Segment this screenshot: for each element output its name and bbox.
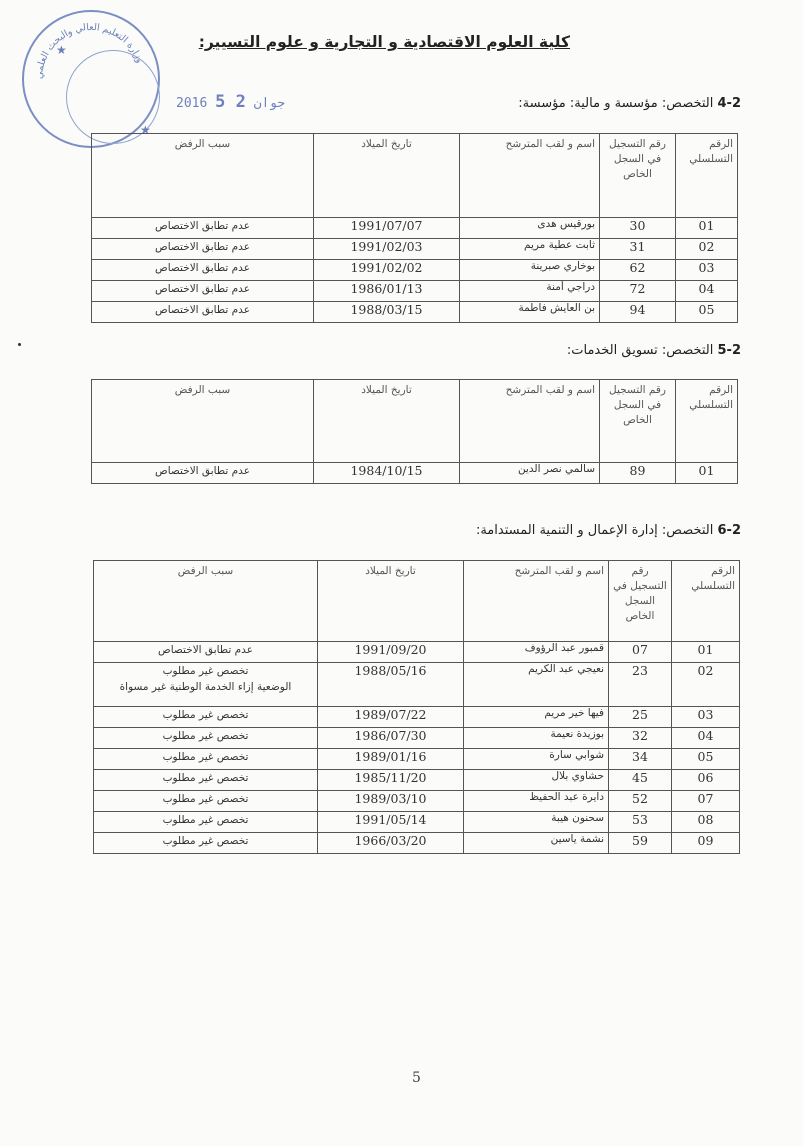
cell-serial: 09: [672, 833, 740, 854]
cell-serial: 01: [672, 642, 740, 663]
section-heading: [518, 96, 741, 111]
cell-name: بورقيس هدى: [460, 218, 600, 239]
cell-reason: تخصص غير مطلوب: [94, 770, 318, 791]
faculty-title: كلية العلوم الاقتصادية و التجارية و علوم التسيير:: [198, 33, 570, 51]
cell-name: نعيجي عبد الكريم: [464, 663, 609, 707]
table-row: [92, 239, 738, 260]
header-name: اسم و لقب المترشح: [464, 561, 609, 642]
cell-registration: 32: [609, 728, 672, 749]
cell-name: سالمي نصر الدين: [460, 463, 600, 484]
table-row: [94, 728, 740, 749]
table-row: [92, 281, 738, 302]
table-row: [94, 642, 740, 663]
date-stamp-year: 2016: [176, 96, 208, 111]
cell-birthdate: 1989/03/10: [318, 791, 464, 812]
cell-registration: 89: [600, 463, 676, 484]
table-row: [94, 749, 740, 770]
date-stamp-day: 2 5: [215, 92, 246, 112]
cell-reason: تخصص غير مطلوب: [94, 728, 318, 749]
cell-birthdate: 1991/02/03: [314, 239, 460, 260]
cell-name: سحنون هيبة: [464, 812, 609, 833]
cell-name: شوابي سارة: [464, 749, 609, 770]
cell-registration: 62: [600, 260, 676, 281]
table-row: [94, 812, 740, 833]
cell-registration: 30: [600, 218, 676, 239]
cell-reason: عدم تطابق الاختصاص: [92, 239, 314, 260]
cell-serial: 05: [672, 749, 740, 770]
table-row: [92, 218, 738, 239]
table-row: [92, 463, 738, 484]
cell-registration: 94: [600, 302, 676, 323]
cell-reason-line: تخصص غير مطلوب: [162, 665, 249, 677]
cell-serial: 03: [676, 260, 738, 281]
cell-registration: 59: [609, 833, 672, 854]
table-row: [94, 707, 740, 728]
cell-serial: 02: [672, 663, 740, 707]
header-name: اسم و لقب المترشح: [460, 134, 600, 218]
cell-name: دراجي أمنة: [460, 281, 600, 302]
header-birthdate: تاريخ الميلاد: [314, 134, 460, 218]
cell-reason: عدم تطابق الاختصاص: [94, 642, 318, 663]
cell-serial: 08: [672, 812, 740, 833]
section-heading: [567, 343, 741, 358]
cell-birthdate: 1966/03/20: [318, 833, 464, 854]
table-row: [92, 302, 738, 323]
table-header-row: [94, 561, 740, 642]
section-label: التخصص:: [661, 96, 714, 111]
header-name: اسم و لقب المترشح: [460, 380, 600, 463]
cell-name: نشمة ياسين: [464, 833, 609, 854]
cell-birthdate: 1991/07/07: [314, 218, 460, 239]
cell-serial: 01: [676, 463, 738, 484]
header-serial: الرقم التسلسلي: [672, 561, 740, 642]
cell-serial: 04: [672, 728, 740, 749]
cell-registration: 31: [600, 239, 676, 260]
page-number: 5: [412, 1070, 421, 1086]
header-reason: سبب الرفض: [92, 134, 314, 218]
cell-serial: 04: [676, 281, 738, 302]
cell-registration: 23: [609, 663, 672, 707]
stamp-star-icon: ★: [56, 43, 67, 57]
cell-reason-line: الوضعية إزاء الخدمة الوطنية غير مسواة: [119, 681, 292, 693]
header-serial: الرقم التسلسلي: [676, 380, 738, 463]
cell-serial: 01: [676, 218, 738, 239]
section-specialty: مؤسسة و مالية: مؤسسة:: [518, 96, 658, 111]
cell-birthdate: 1991/05/14: [318, 812, 464, 833]
cell-reason: عدم تطابق الاختصاص: [92, 281, 314, 302]
cell-name: حشاوي بلال: [464, 770, 609, 791]
cell-reason: عدم تطابق الاختصاص: [92, 463, 314, 484]
cell-registration: 07: [609, 642, 672, 663]
table-header-row: [92, 134, 738, 218]
table-row: [94, 833, 740, 854]
section-heading: [476, 523, 741, 538]
cell-name: بوزيدة نعيمة: [464, 728, 609, 749]
cell-birthdate: 1991/09/20: [318, 642, 464, 663]
cell-name: فيها خير مريم: [464, 707, 609, 728]
cell-birthdate: 1989/07/22: [318, 707, 464, 728]
cell-birthdate: 1989/01/16: [318, 749, 464, 770]
cell-registration: 34: [609, 749, 672, 770]
date-stamp-month: جوان: [253, 96, 286, 111]
section-specialty: إدارة الإعمال و التنمية المستدامة:: [475, 523, 658, 538]
cell-registration: 45: [609, 770, 672, 791]
cell-name: دايرة عبد الحفيظ: [464, 791, 609, 812]
stamp-star-icon: ★: [140, 123, 151, 137]
table-row: [92, 260, 738, 281]
candidates-table: [93, 560, 740, 854]
cell-name: ثابت عطية مريم: [460, 239, 600, 260]
cell-registration: 72: [600, 281, 676, 302]
cell-reason: تخصص غير مطلوب: [94, 833, 318, 854]
table-row: [94, 770, 740, 791]
cell-serial: 05: [676, 302, 738, 323]
cell-registration: 52: [609, 791, 672, 812]
cell-birthdate: 1985/11/20: [318, 770, 464, 791]
table-row: [94, 663, 740, 707]
section-label: التخصص:: [661, 523, 714, 538]
cell-registration: 25: [609, 707, 672, 728]
cell-reason: تخصص غير مطلوب: [94, 707, 318, 728]
cell-serial: 06: [672, 770, 740, 791]
stamp-arc-label: وزارة التعليم العالي والبحث العلمي: [33, 21, 146, 80]
cell-reason: تخصص غير مطلوب: [94, 791, 318, 812]
header-birthdate: تاريخ الميلاد: [314, 380, 460, 463]
cell-reason: تخصص غير مطلوب: [94, 812, 318, 833]
header-serial: الرقم التسلسلي: [676, 134, 738, 218]
header-reason: سبب الرفض: [92, 380, 314, 463]
section-number: 6-2: [717, 523, 741, 538]
cell-reason: [94, 663, 318, 707]
header-reason: سبب الرفض: [94, 561, 318, 642]
cell-birthdate: 1986/01/13: [314, 281, 460, 302]
cell-serial: 03: [672, 707, 740, 728]
section-label: التخصص:: [661, 343, 714, 358]
scan-speck: [18, 343, 21, 346]
cell-birthdate: 1988/05/16: [318, 663, 464, 707]
cell-serial: 07: [672, 791, 740, 812]
header-registration: رقم التسجيل في السجل الخاص: [609, 561, 672, 642]
cell-reason: عدم تطابق الاختصاص: [92, 218, 314, 239]
cell-birthdate: 1984/10/15: [314, 463, 460, 484]
table-header-row: [92, 380, 738, 463]
cell-reason: عدم تطابق الاختصاص: [92, 302, 314, 323]
cell-birthdate: 1988/03/15: [314, 302, 460, 323]
section-number: 5-2: [717, 343, 741, 358]
cell-registration: 53: [609, 812, 672, 833]
header-registration: رقم التسجيل في السجل الخاص: [600, 380, 676, 463]
header-registration: رقم التسجيل في السجل الخاص: [600, 134, 676, 218]
cell-reason: عدم تطابق الاختصاص: [92, 260, 314, 281]
svg-text:وزارة التعليم العالي والبحث ال: [34, 22, 145, 79]
candidates-table: [91, 133, 738, 323]
cell-name: قمبور عبد الرؤوف: [464, 642, 609, 663]
section-specialty: تسويق الخدمات:: [566, 343, 658, 358]
cell-serial: 02: [676, 239, 738, 260]
header-birthdate: تاريخ الميلاد: [318, 561, 464, 642]
cell-name: بوخاري صبرينة: [460, 260, 600, 281]
section-number: 4-2: [717, 96, 741, 111]
table-row: [94, 791, 740, 812]
cell-birthdate: 1991/02/02: [314, 260, 460, 281]
cell-birthdate: 1986/07/30: [318, 728, 464, 749]
candidates-table: [91, 379, 738, 484]
cell-reason: تخصص غير مطلوب: [94, 749, 318, 770]
cell-name: بن العايش فاطمة: [460, 302, 600, 323]
date-stamp: [176, 92, 285, 112]
